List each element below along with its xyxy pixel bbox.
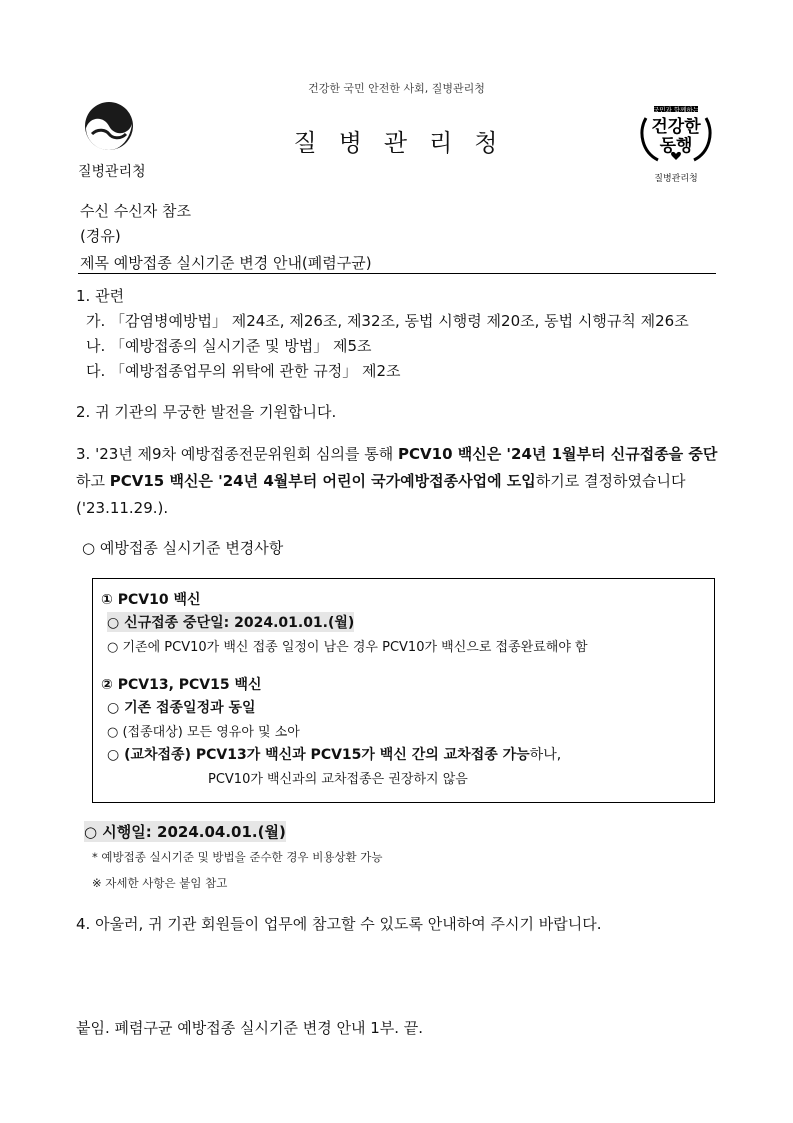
same-schedule: ○ 기존 접종일정과 동일: [107, 700, 256, 716]
note-reimbursement: * 예방접종 실시기준 및 방법을 준수한 경우 비용상환 가능: [92, 850, 383, 864]
section3: [76, 441, 718, 522]
org-title: 질병관리청: [293, 129, 520, 157]
header-divider: [78, 273, 716, 274]
pcv10-stop-date: ○ 신규접종 중단일: 2024.01.01.(월): [107, 612, 354, 632]
emblem-org: 질병관리청: [654, 174, 698, 184]
emblem-top: 국민과 함께하는: [652, 106, 700, 114]
changes-box: [92, 578, 715, 803]
via-line: (경유): [80, 227, 121, 245]
section4: 4. 아울러, 귀 기관 회원들이 업무에 참고할 수 있도록 안내하여 주시기 바랍니다.: [76, 915, 602, 933]
logo-text: 질병관리청: [78, 164, 146, 180]
section3-bold-1: PCV10 백신은 '24년 1월부터 신규접종을 중단: [398, 445, 718, 463]
section1-item-a: 가. 「감염병예방법」 제24조, 제26조, 제32조, 동법 시행령 제20조, 동법 시행규칙 제26조: [86, 312, 689, 330]
section1-item-c: 다. 「예방접종업무의 위탁에 관한 규정」 제2조: [86, 362, 401, 380]
pcv10-title: ① PCV10 백신: [101, 592, 201, 608]
slogan: 건강한 국민 안전한 사회, 질병관리청: [308, 82, 485, 95]
pcv13-title: ② PCV13, PCV15 백신: [101, 677, 262, 693]
section3-text-3: 하기로 결정하였습니다('23.11.29.).: [76, 472, 686, 517]
pcv10-note: ○ 기존에 PCV10가 백신 접종 일정이 남은 경우 PCV10가 백신으로 접종완료해야 함: [107, 640, 588, 655]
emblem-mid2: 동행: [659, 136, 693, 156]
cross-rest: 하나,: [529, 747, 562, 763]
recipient-line: 수신 수신자 참조: [80, 202, 191, 220]
section3-text-1: 3. '23년 제9차 예방접종전문위원회 심의를 통해: [76, 445, 399, 463]
section1-item-b: 나. 「예방접종의 실시기준 및 방법」 제5조: [86, 337, 372, 355]
campaign-emblem: [636, 98, 716, 184]
effective-date: ○ 시행일: 2024.04.01.(월): [84, 823, 286, 841]
subject-line: 제목 예방접종 실시기준 변경 안내(폐렴구균): [80, 254, 372, 272]
target-line: ○ (접종대상) 모든 영유아 및 소아: [107, 725, 300, 740]
changes-heading: ○ 예방접종 실시기준 변경사항: [82, 539, 284, 557]
emblem-graphic: [636, 98, 716, 166]
section3-bold-2: PCV15 백신은 '24년 4월부터 어린이 국가예방접종사업에 도입: [109, 472, 536, 490]
cross-line2: PCV10가 백신과의 교차접종은 권장하지 않음: [208, 772, 468, 787]
section1-title: 1. 관련: [76, 287, 125, 305]
attachment-line: 붙임. 폐렴구균 예방접종 실시기준 변경 안내 1부. 끝.: [76, 1019, 424, 1037]
emblem-mid1: 건강한: [651, 117, 701, 137]
section2: 2. 귀 기관의 무궁한 발전을 기원합니다.: [76, 403, 337, 421]
cross-bold: ○ (교차접종) PCV13가 백신과 PCV15가 백신 간의 교차접종 가능: [107, 747, 530, 763]
cross-vaccination: [107, 744, 561, 764]
section3-text-2: 하고: [76, 472, 110, 490]
note-attachment: ※ 자세한 사항은 붙임 참고: [92, 876, 228, 890]
